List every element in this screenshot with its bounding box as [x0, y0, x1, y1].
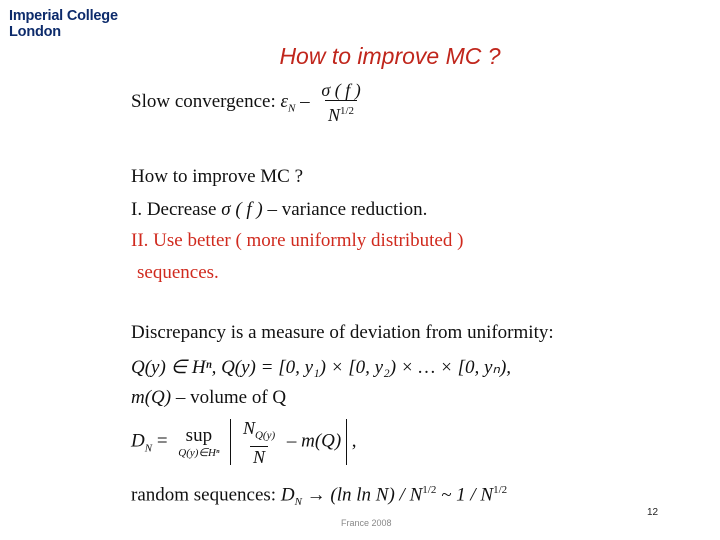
random-exp-1: 1/2 — [422, 484, 437, 496]
random-d-sub: N — [294, 496, 302, 509]
item1-sigma: σ — [221, 199, 231, 220]
discrepancy-formula — [131, 418, 356, 467]
random-rest: → (ln ln N) / N — [306, 484, 423, 506]
random-exp-2: 1/2 — [493, 484, 508, 496]
dn-comma: , — [351, 430, 357, 452]
epsilon-subscript: N — [288, 102, 296, 115]
count-fraction — [240, 418, 278, 467]
footer-text: France 2008 — [341, 518, 392, 528]
count-denominator: N — [250, 446, 268, 467]
fraction-denominator — [325, 100, 357, 125]
abs-bar-left — [230, 419, 231, 465]
slow-convergence-label: Slow convergence: — [131, 90, 276, 112]
denominator-exponent: 1/2 — [340, 105, 355, 117]
approx-dash: – — [300, 90, 310, 112]
sup-subscript: Q(y)∈Hⁿ — [178, 447, 220, 460]
sup-operator — [178, 425, 219, 459]
sup-word: sup — [185, 425, 213, 447]
item1-rest: – variance reduction. — [267, 199, 428, 220]
dn-equals: = — [156, 430, 168, 452]
random-label: random sequences: — [131, 484, 277, 506]
random-sequences-line — [131, 484, 507, 508]
imperial-college-logo — [9, 8, 118, 40]
slide-title: How to improve MC ? — [279, 43, 501, 69]
item-better-sequences-line1: II. Use better ( more uniformly distributed ) — [131, 230, 464, 251]
m-of-q: m(Q) — [131, 387, 172, 408]
abs-bar-right — [346, 419, 347, 465]
minus-volume: – m(Q) — [286, 430, 342, 452]
logo-line-2: London — [9, 24, 61, 40]
item-variance-reduction — [131, 199, 427, 221]
slow-convergence-line — [131, 80, 368, 125]
epsilon-symbol: ε — [280, 90, 288, 112]
item-better-sequences-line2: sequences. — [137, 262, 219, 283]
random-tilde: ~ 1 / N — [441, 484, 494, 506]
count-numerator — [240, 418, 278, 446]
page-number: 12 — [647, 507, 659, 518]
dn-lhs-sub: N — [144, 442, 153, 455]
random-d: D — [280, 484, 295, 506]
discrepancy-heading: Discrepancy is a measure of deviation from uniformity: — [131, 322, 554, 343]
item1-prefix: I. Decrease — [131, 199, 217, 220]
dn-lhs: D — [131, 430, 145, 452]
count-n: N — [242, 418, 255, 438]
logo-line-1: Imperial College — [9, 8, 118, 24]
volume-definition — [131, 387, 286, 409]
fraction-numerator: σ ( f ) — [321, 80, 361, 100]
convergence-fraction — [318, 80, 363, 125]
item1-arg: ( f ) — [235, 199, 263, 220]
count-n-sub: Q(y) — [254, 429, 276, 442]
improve-heading: How to improve MC ? — [131, 166, 304, 187]
volume-text: – volume of Q — [175, 387, 287, 408]
denominator-n: N — [327, 105, 340, 125]
q-definition-equation: Q(y) ∈ Hⁿ, Q(y) = [0, y₁) × [0, y₂) × … × [0, yₙ), — [131, 357, 512, 378]
